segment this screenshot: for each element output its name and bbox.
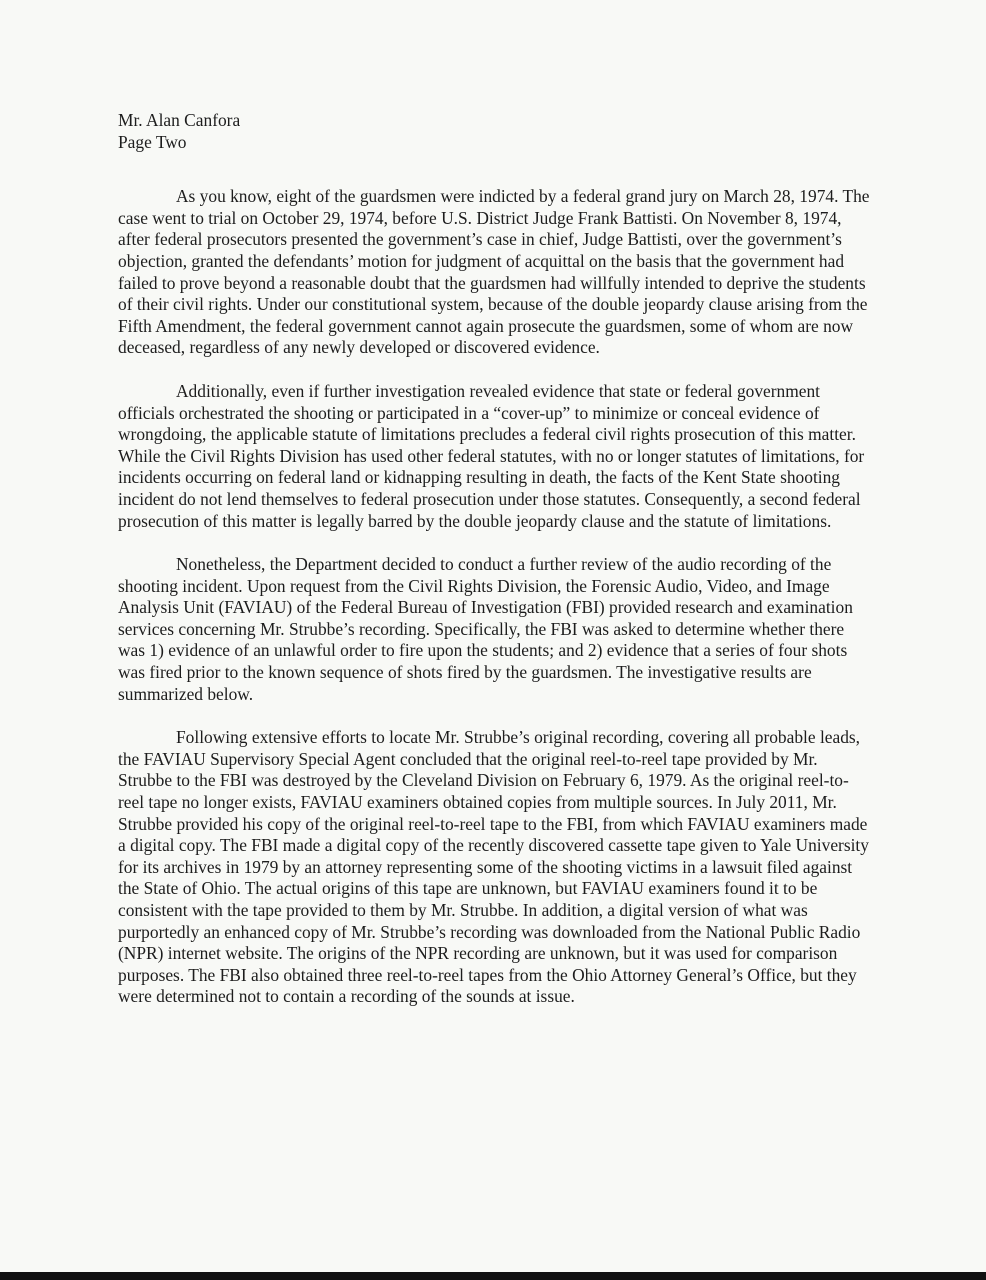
paragraph-recording-sources: Following extensive efforts to locate Mr. Strubbe’s original recording, covering all probable leads, the FAVIAU Supervisory Special Agent concluded that the original reel-to-reel tape provided by Mr. Strubbe to the FBI was destroyed by the Cleveland Division on February 6, 1979. As the original reel-to-reel tape no longer exists, FAVIAU examiners obtained copies from multiple sources. In July 2011, Mr. Strubbe provided his copy of the original reel-to-reel tape to the FBI, from which FAVIAU examiners made a digital copy. The FBI made a digital copy of the recently discovered cassette tape given to Yale University for its archives in 1979 by an attorney representing some of the shooting victims in a lawsuit filed against the State of Ohio. The actual origins of this tape are unknown, but FAVIAU examiners found it to be consistent with the tape provided to them by Mr. Strubbe. In addition, a digital version of what was purportedly an enhanced copy of Mr. Strubbe’s recording was downloaded from the National Public Radio (NPR) internet website. The origins of the NPR recording are unknown, but it was used for comparison purposes. The FBI also obtained three reel-to-reel tapes from the Ohio Attorney General’s Office, but they were determined not to contain a recording of the sounds at issue. (118, 727, 869, 1007)
paragraph-indictment: As you know, eight of the guardsmen were indicted by a federal grand jury on March 28, 1974. The case went to trial on October 29, 1974, before U.S. District Judge Frank Battisti. On November 8, 1974, after federal prosecutors presented the government’s case in chief, Judge Battisti, over the government’s objection, granted the defendants’ motion for judgment of acquittal on the basis that the government had failed to prove beyond a reasonable doubt that the guardsmen had willfully intended to deprive the students of their civil rights. Under our constitutional system, because of the double jeopardy clause arising from the Fifth Amendment, the federal government cannot again prosecute the guardsmen, some of whom are now deceased, regardless of any newly developed or discovered evidence. (118, 186, 870, 358)
recipient-name: Mr. Alan Canfora (118, 110, 241, 130)
letter-header (118, 110, 870, 153)
paragraph-audio-review: Nonetheless, the Department decided to conduct a further review of the audio recording of the shooting incident. Upon request from the Civil Rights Division, the Forensic Audio, Video, and Image Analysis Unit (FAVIAU) of the Federal Bureau of Investigation (FBI) provided research and examination services concerning Mr. Strubbe’s recording. Specifically, the FBI was asked to determine whether there was 1) evidence of an unlawful order to fire upon the students; and 2) evidence that a series of four shots was fired prior to the known sequence of shots fired by the guardsmen. The investigative results are summarized below. (118, 554, 853, 704)
letter-body (118, 110, 870, 1030)
page-label: Page Two (118, 131, 187, 152)
paragraph-statute-of-limitations: Additionally, even if further investigation revealed evidence that state or federal government officials orchestrated the shooting or participated in a “cover-up” to minimize or conceal evidence of wrongdoing, the applicable statute of limitations precludes a federal civil rights prosecution of this matter. While the Civil Rights Division has used other federal statutes, with no or longer statutes of limitations, for incidents occurring on federal land or kidnapping resulting in death, the facts of the Kent State shooting incident do not lend themselves to federal prosecution under those statutes. Consequently, a second federal prosecution of this matter is legally barred by the double jeopardy clause and the statute of limitations. (118, 380, 865, 531)
scan-bottom-edge (0, 1272, 986, 1280)
